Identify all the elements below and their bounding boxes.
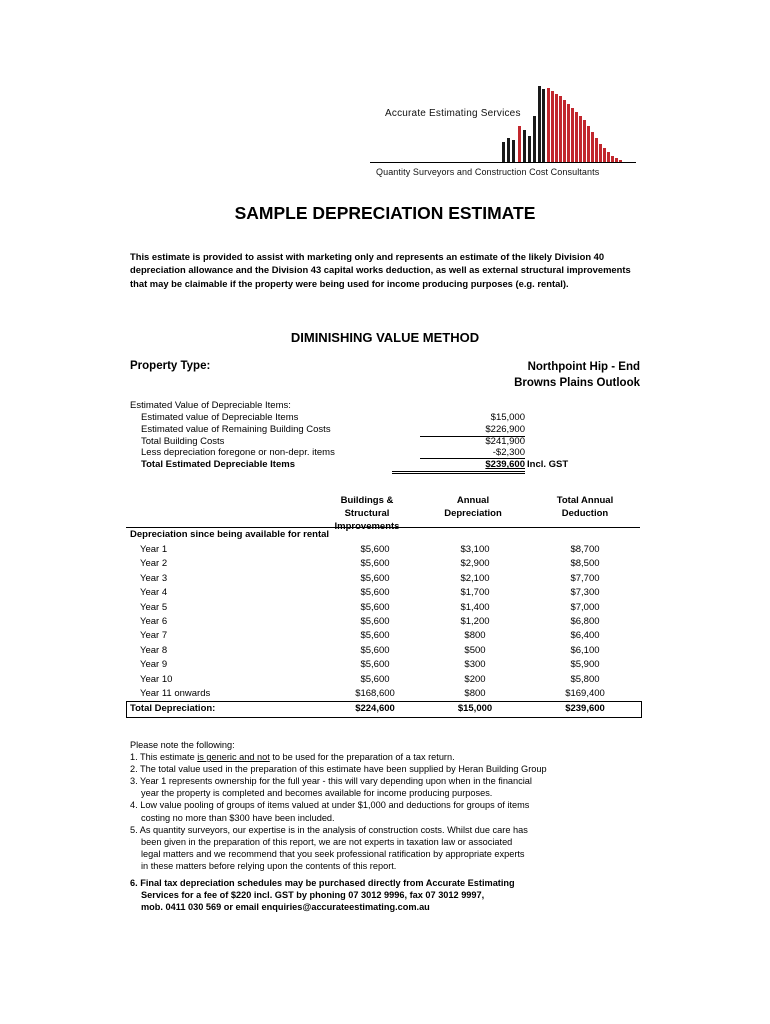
col-header-buildings-l2: Structural: [344, 508, 390, 519]
logo-bar: [533, 116, 536, 162]
intro-paragraph: This estimate is provided to assist with marketing only and represents an estimate of the likely Division 40 depreciation allowance and the Division 43 capital works deduction, as well as external structural improvements that may be claimable if the property were being used for income producing purposes (e.g. rental).: [130, 251, 631, 289]
logo-bar: [542, 89, 545, 162]
logo-bar: [567, 104, 570, 162]
table-section-label: Depreciation since being available for rental: [130, 529, 330, 540]
row-total: $8,500: [570, 558, 600, 570]
table-row: [130, 587, 640, 601]
estimate-row-label: Less depreciation foregone or non-depr. items: [141, 447, 335, 458]
row-total: $7,300: [570, 587, 600, 599]
row-buildings: $5,600: [360, 673, 390, 685]
row-total: $5,900: [570, 659, 600, 671]
row-total: $6,400: [570, 630, 600, 642]
logo-bar: [559, 96, 562, 162]
property-type-label: Property Type:: [130, 360, 211, 372]
row-annual: $500: [464, 644, 486, 656]
row-year: Year 3: [140, 572, 168, 584]
row-annual: $3,100: [460, 544, 490, 555]
logo-bar: [502, 142, 505, 162]
logo-bar: [591, 132, 594, 162]
logo-bar: [563, 100, 566, 162]
logo-tagline: Quantity Surveyors and Construction Cost Consultants: [376, 167, 600, 177]
estimate-row-value: -$2,300: [492, 447, 525, 458]
col-header-annual-l2: Depreciation: [444, 508, 502, 519]
estimate-total-suffix: Incl. GST: [527, 459, 569, 470]
estimate-row-value: $226,900: [485, 424, 525, 435]
estimate-double-rule-1: [392, 471, 525, 472]
row-total: $5,800: [570, 673, 600, 685]
row-year: Year 7: [140, 630, 168, 642]
method-heading: DIMINISHING VALUE METHOD: [290, 330, 480, 345]
logo-bar: [575, 112, 578, 162]
logo-bar: [595, 138, 598, 162]
logo-bar: [523, 130, 526, 162]
row-year: Year 5: [140, 601, 168, 613]
row-total: $7,000: [570, 601, 600, 613]
row-annual: $300: [464, 659, 486, 671]
col-header-buildings-l1: Buildings &: [340, 495, 394, 506]
note-6b: Services for a fee of $220 incl. GST by phoning 07 3012 9996, fax 07 3012 9997,: [141, 890, 485, 901]
row-year: Year 11 onwards: [140, 688, 211, 699]
logo-bar: [547, 88, 550, 162]
row-year: Year 10: [140, 673, 173, 685]
note-5a: 5. As quantity surveyors, our expertise is in the analysis of construction costs. Whilst due care has: [130, 824, 528, 835]
notes-section: [130, 739, 610, 913]
estimate-total-value: $239,600: [485, 459, 525, 470]
estimate-row-label: Estimated value of Remaining Building Costs: [141, 424, 331, 435]
note-3a: 3. Year 1 represents ownership for the full year - this will vary depending upon when in the financial: [130, 776, 532, 787]
note-5d: in these matters before relying upon the contents of this report.: [141, 860, 397, 871]
total-buildings: $224,600: [355, 703, 395, 714]
row-year: Year 1: [140, 544, 168, 555]
estimate-row-value: $241,900: [485, 436, 525, 447]
row-buildings: $5,600: [360, 544, 390, 555]
logo-bar: [555, 94, 558, 162]
row-buildings: $168,600: [355, 688, 395, 699]
estimate-row-label: Total Building Costs: [141, 436, 225, 447]
col-header-total-l2: Deduction: [561, 508, 609, 519]
logo-bar: [538, 86, 541, 162]
row-year: Year 4: [140, 587, 168, 599]
row-year: Year 9: [140, 659, 168, 671]
row-buildings: $5,600: [360, 587, 390, 599]
estimate-row-label: Estimated value of Depreciable Items: [141, 412, 299, 423]
note-4a: 4. Low value pooling of groups of items valued at under $1,000 and deductions for groups of items: [130, 800, 530, 811]
logo-bar: [587, 126, 590, 162]
table-row: [130, 544, 640, 558]
row-year: Year 2: [140, 558, 168, 570]
row-annual: $1,400: [460, 601, 490, 613]
row-buildings: $5,600: [360, 572, 390, 584]
logo-bar: [583, 120, 586, 162]
note-2: 2. The total value used in the preparation of this estimate have been supplied by Heran Building Group: [130, 764, 547, 775]
property-line2: Browns Plains Outlook: [514, 376, 640, 389]
row-buildings: $5,600: [360, 659, 390, 671]
row-total: $6,800: [570, 616, 600, 627]
table-row: [130, 630, 640, 644]
property-address: [340, 360, 640, 391]
row-annual: $200: [464, 673, 486, 685]
row-annual: $2,100: [460, 572, 490, 584]
logo-bar: [507, 138, 510, 162]
table-row: [130, 602, 640, 616]
row-annual: $800: [464, 630, 486, 642]
estimate-total-label: Total Estimated Depreciable Items: [141, 459, 295, 470]
row-buildings: $5,600: [360, 558, 390, 570]
logo-bar: [518, 126, 521, 162]
note-5c: legal matters and we recommend that you seek professional ratification by appropriate experts: [141, 848, 525, 859]
logo-company-name: Accurate Estimating Services: [385, 108, 521, 119]
notes-intro: Please note the following:: [130, 740, 235, 750]
row-total: $7,700: [570, 572, 600, 584]
logo-buildings-icon: [498, 86, 638, 164]
logo-bar: [607, 152, 610, 162]
estimate-double-rule-2: [392, 473, 525, 474]
table-row: [130, 688, 640, 702]
row-year: Year 8: [140, 644, 168, 656]
col-header-annual-l1: Annual: [456, 495, 490, 506]
row-total: $169,400: [565, 688, 605, 699]
note-1-underlined: is generic and not: [197, 752, 270, 763]
row-total: $6,100: [570, 644, 600, 656]
table-header-rule: [126, 527, 640, 528]
col-header-annual: [413, 494, 533, 520]
table-row: [130, 616, 640, 630]
row-total: $8,700: [570, 544, 600, 555]
row-annual: $800: [464, 688, 486, 699]
total-label: Total Depreciation:: [130, 703, 216, 714]
page-title: SAMPLE DEPRECIATION ESTIMATE: [234, 203, 536, 223]
total-deduction: $239,600: [565, 703, 605, 714]
row-year: Year 6: [140, 616, 168, 627]
note-1-post: to be used for the preparation of a tax return.: [269, 752, 455, 763]
table-row: [130, 674, 640, 688]
table-row: [130, 558, 640, 572]
total-annual: $15,000: [457, 703, 493, 714]
note-3b: year the property is completed and becomes available for income producing purposes.: [141, 788, 493, 799]
col-header-total-l1: Total Annual: [556, 495, 614, 506]
logo-bar: [571, 108, 574, 162]
note-5b: been given in the preparation of this report, we are not experts in taxation law or associated: [141, 836, 513, 847]
row-buildings: $5,600: [360, 630, 390, 642]
table-row: [130, 573, 640, 587]
row-buildings: $5,600: [360, 644, 390, 656]
note-1: [130, 751, 610, 763]
col-header-buildings: [307, 494, 427, 526]
logo-bar: [603, 148, 606, 162]
estimate-row-value: $15,000: [490, 412, 525, 423]
total-row: [130, 703, 640, 717]
row-annual: $2,900: [460, 558, 490, 570]
row-annual: $1,700: [460, 587, 490, 599]
row-buildings: $5,600: [360, 601, 390, 613]
logo-bar: [551, 91, 554, 162]
logo-bar: [512, 140, 515, 162]
table-row: [130, 645, 640, 659]
note-4b: costing no more than $300 have been included.: [141, 812, 335, 823]
row-buildings: $5,600: [360, 616, 390, 627]
row-annual: $1,200: [460, 616, 490, 627]
logo-rule: [370, 162, 636, 163]
note-6c: mob. 0411 030 569 or email enquiries@accurateestimating.com.au: [141, 902, 430, 913]
logo-bar: [528, 136, 531, 162]
logo-bar: [579, 116, 582, 162]
logo-bar: [599, 144, 602, 162]
estimate-heading: Estimated Value of Depreciable Items:: [130, 400, 291, 411]
note-6a: 6. Final tax depreciation schedules may be purchased directly from Accurate Estimating: [130, 878, 515, 889]
col-header-total: [525, 494, 645, 520]
property-line1: Northpoint Hip - End: [527, 361, 640, 373]
note-1-pre: 1. This estimate: [130, 752, 198, 763]
table-row: [130, 659, 640, 673]
